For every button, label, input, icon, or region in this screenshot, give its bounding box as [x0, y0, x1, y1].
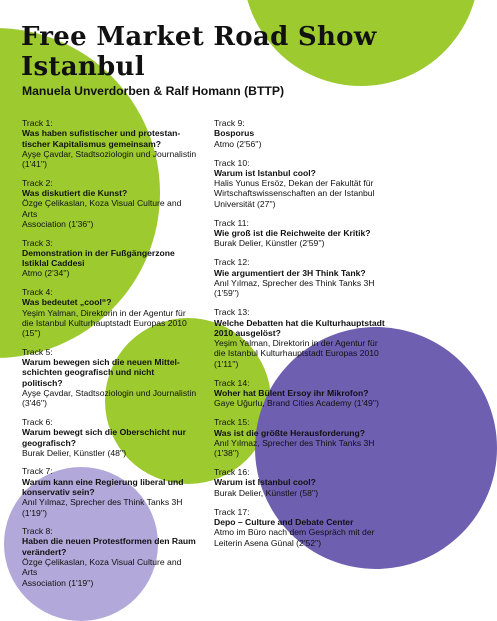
track-item — [22, 417, 197, 458]
track-item — [214, 378, 394, 409]
track-number: Track 17: — [214, 506, 250, 517]
track-info: Ayşe Çavdar, Stadtsoziologin und Journalistin (3'46'') — [22, 388, 197, 409]
track-info: Atmo (2'34'') — [22, 268, 70, 279]
track-number: Track 7: — [22, 466, 53, 477]
page-title: Free Market Road Show Istanbul — [21, 22, 377, 82]
track-item — [22, 287, 197, 338]
track-info: Burak Delier, Künstler (48'') — [22, 447, 127, 458]
track-number: Track 4: — [22, 287, 53, 298]
track-info: Anıl Yılmaz, Sprecher des Think Tanks 3H (1'38'') — [214, 437, 375, 459]
track-info: Atmo (2'56'') — [214, 138, 262, 149]
track-number: Track 13: — [214, 307, 250, 318]
track-number: Track 9: — [214, 118, 245, 128]
track-info: Yeşim Yalman, Direktorin in der Agentur für die Istanbul Kulturhauptstadt Europas 2010 (15'') — [22, 307, 187, 339]
track-item — [214, 218, 394, 249]
track-number: Track 16: — [214, 467, 250, 478]
track-info: Ayşe Çavdar, Stadtsoziologin und Journalistin (1'41'') — [22, 148, 197, 170]
track-info: Halis Yunus Ersöz, Dekan der Fakultät für Wirtschaftswissenschaften an der Istanbul Universität (27'') — [214, 178, 375, 209]
track-title: Bosporus — [214, 128, 255, 139]
track-number: Track 14: — [214, 377, 250, 388]
track-title: Depo – Culture and Debate Center — [214, 517, 354, 527]
track-title: Warum ist Istanbul cool? — [214, 167, 316, 178]
track-info: Gaye Uğurlu, Brand Cities Academy (1'49'') — [214, 398, 379, 409]
track-info: Burak Delier, Künstler (58'') — [214, 487, 319, 498]
track-list-right — [214, 118, 394, 557]
track-info: Özge Çelikaslan, Koza Visual Culture and Arts Association (1'19'') — [22, 557, 182, 588]
track-number: Track 5: — [22, 346, 53, 357]
track-item — [22, 466, 197, 517]
track-number: Track 8: — [22, 526, 53, 537]
track-title: Warum ist Istanbul cool? — [214, 477, 316, 488]
track-item — [22, 178, 197, 229]
track-number: Track 2: — [22, 177, 53, 188]
track-info: Anıl Yılmaz, Sprecher des Think Tanks 3H (1'19'') — [22, 497, 183, 518]
track-title: Was haben sufistischer und protestan- tischer Kapitalismus gemeinsam? — [22, 128, 181, 149]
track-item — [214, 158, 394, 209]
track-number: Track 1: — [22, 118, 53, 128]
track-info: Burak Delier, Künstler (2'59'') — [214, 238, 325, 249]
track-item — [214, 118, 394, 149]
track-info: Atmo im Büro nach dem Gespräch mit der Leiterin Asena Günal (2'52'') — [214, 527, 375, 548]
track-item — [214, 257, 394, 298]
track-number: Track 6: — [22, 416, 53, 427]
track-title: Warum kann eine Regierung liberal und konservativ sein? — [22, 476, 184, 497]
track-title: Demonstration in der Fußgängerzone Istiklal Caddesi — [22, 247, 175, 269]
track-item — [214, 417, 394, 458]
track-title: Haben die neuen Protestformen den Raum verändert? — [22, 536, 196, 557]
track-title: Wie groß ist die Reichweite der Kritik? — [214, 228, 371, 239]
track-title: Welche Debatten hat die Kulturhauptstadt 2010 ausgelöst? — [214, 317, 385, 338]
track-info: Yeşim Yalman, Direktorin in der Agentur für die Istanbul Kulturhauptstadt Europas 2010 (1'11'') — [214, 338, 379, 369]
track-title: Warum bewegt sich die Oberschicht nur geografisch? — [22, 427, 186, 448]
track-item — [22, 118, 197, 169]
track-title: Was diskutiert die Kunst? — [22, 188, 128, 199]
track-list-left — [22, 118, 197, 596]
track-number: Track 10: — [214, 157, 250, 168]
track-title: Woher hat Bülent Ersoy ihr Mikrofon? — [214, 387, 369, 398]
track-item — [22, 347, 197, 409]
track-info: Anıl Yılmaz, Sprecher des Think Tanks 3H (1'59'') — [214, 277, 375, 299]
track-item — [214, 467, 394, 498]
track-number: Track 12: — [214, 257, 250, 268]
track-item — [214, 507, 394, 548]
track-item — [22, 238, 197, 279]
track-title: Was bedeutet „cool“? — [22, 297, 112, 308]
track-title: Was ist die größte Herausforderung? — [214, 427, 366, 438]
track-number: Track 15: — [214, 417, 250, 428]
track-number: Track 3: — [22, 237, 53, 248]
track-item — [22, 526, 197, 588]
track-title: Warum bewegen sich die neuen Mittel- schichten geografisch und nicht politisch? — [22, 357, 180, 388]
authors-subtitle: Manuela Unverdorben & Ralf Homann (BTTP) — [22, 84, 285, 98]
track-info: Özge Çelikaslan, Koza Visual Culture and Arts Association (1'36'') — [22, 198, 182, 229]
track-number: Track 11: — [214, 217, 249, 228]
track-item — [214, 307, 394, 369]
track-title: Wie argumentiert der 3H Think Tank? — [214, 267, 366, 278]
